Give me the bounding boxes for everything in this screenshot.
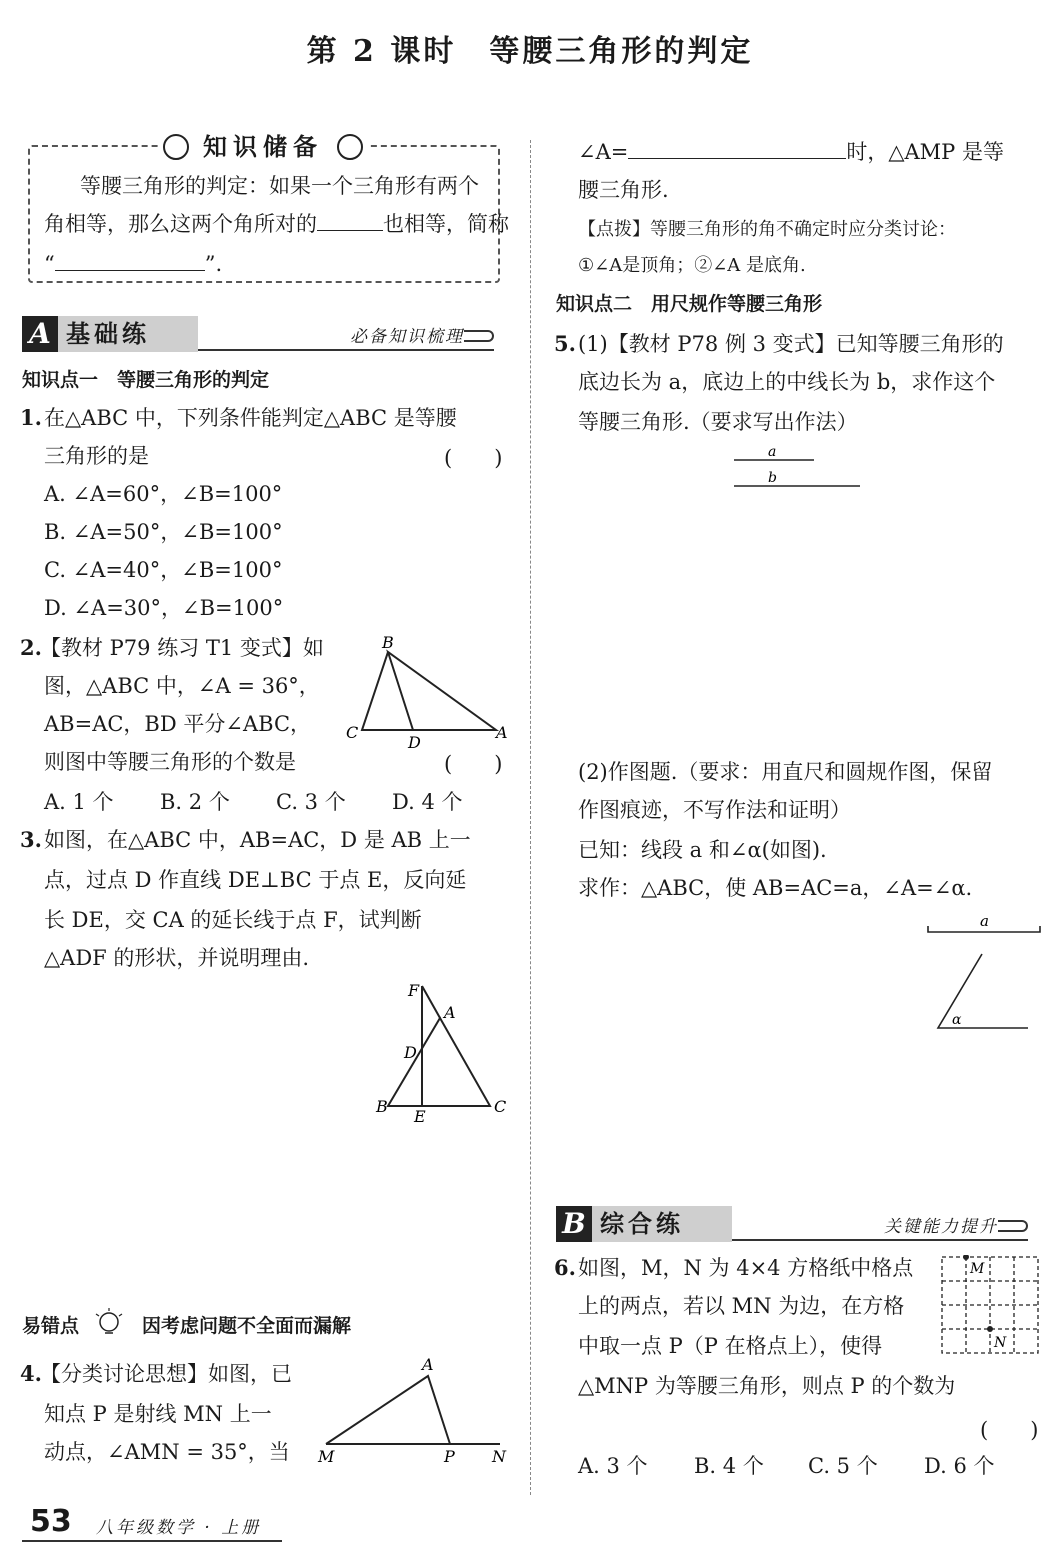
q1-option-c[interactable]: C. ∠A=40°，∠B=100° — [44, 558, 283, 582]
basketball-icon — [337, 134, 363, 160]
point-label-n: N — [492, 1447, 506, 1466]
section-badge: A — [22, 316, 58, 352]
q4-cont-line-1: ∠A= 时，△AMP 是等 — [578, 140, 1004, 164]
q6-answer-paren[interactable]: ( ) — [980, 1418, 1039, 1442]
segment-label-a: a — [768, 444, 777, 460]
section-tag: 关键能力提升 — [884, 1217, 998, 1237]
q2-answer-paren[interactable]: ( ) — [444, 752, 503, 776]
section-b-bar — [556, 1206, 1028, 1242]
q5-number: 5. — [554, 331, 576, 356]
q3-line-2: 点，过点 D 作直线 DE⊥BC 于点 E，反向延 — [44, 868, 467, 892]
angle-label-alpha: α — [952, 1012, 962, 1028]
q1-number: 1. — [20, 405, 42, 430]
q6-line-1: 如图，M，N 为 4×4 方格纸中格点 — [578, 1256, 914, 1280]
answer-blank[interactable] — [317, 211, 383, 231]
q1-option-b[interactable]: B. ∠A=50°，∠B=100° — [44, 520, 283, 544]
hook-icon — [464, 330, 494, 342]
point-label-e: E — [414, 1107, 426, 1126]
q1-line-2: 三角形的是 — [44, 444, 149, 468]
knowledge-point-1: 知识点一 等腰三角形的判定 — [22, 369, 270, 391]
q2-number: 2. — [20, 635, 42, 660]
q5-part2-line-4: 求作：△ABC，使 AB=AC=a，∠A=∠α. — [578, 876, 973, 900]
knowledge-line-2: 角相等，那么这两个角所对的 也相等，简称 — [44, 212, 509, 236]
q2-line-3: AB=AC，BD 平分∠ABC， — [44, 712, 312, 736]
q2-option-b[interactable]: B. 2 个 — [160, 790, 230, 814]
q2-triangle-figure — [340, 630, 520, 755]
q4-line-3: 动点，∠AMN = 35°，当 — [44, 1440, 290, 1464]
point-label-a: A — [496, 723, 508, 742]
q4-number: 4. — [20, 1361, 42, 1386]
section-title: 综合练 — [592, 1206, 732, 1242]
lightbulb-icon — [92, 1306, 126, 1342]
q6-line-4: △MNP 为等腰三角形，则点 P 的个数为 — [578, 1374, 956, 1398]
q4-line-2: 知点 P 是射线 MN 上一 — [44, 1402, 272, 1426]
q3-line-1: 如图，在△ABC 中，AB=AC，D 是 AB 上一 — [44, 828, 471, 852]
point-label-a: A — [444, 1003, 456, 1022]
point-label-b: B — [382, 633, 394, 652]
book-title: 八年级数学 · 上册 — [96, 1518, 262, 1538]
point-label-m: M — [970, 1261, 985, 1277]
q4-ray-figure — [312, 1352, 512, 1470]
q5-part2-line-1: (2)作图题.（要求：用直尺和圆规作图，保留 — [578, 760, 993, 784]
knowledge-point-2: 知识点二 用尺规作等腰三角形 — [556, 293, 823, 315]
section-rule — [732, 1239, 1028, 1241]
q6-option-c[interactable]: C. 5 个 — [808, 1454, 878, 1478]
q4-hint-line-2: ①∠A是顶角；②∠A 是底角. — [578, 255, 806, 276]
q2-option-d[interactable]: D. 4 个 — [392, 790, 463, 814]
point-label-n: N — [994, 1335, 1007, 1351]
q5-line-2: 底边长为 a，底边上的中线长为 b，求作这个 — [578, 370, 996, 394]
section-a-bar — [22, 316, 494, 352]
q4-cont-line-2: 腰三角形. — [578, 178, 669, 202]
point-label-c: C — [494, 1097, 507, 1116]
q6-option-d[interactable]: D. 6 个 — [924, 1454, 995, 1478]
error-text: 因考虑问题不全面而漏解 — [142, 1315, 352, 1337]
column-divider — [530, 140, 531, 1495]
q2-line-1: 【教材 P79 练习 T1 变式】如 — [40, 636, 324, 660]
footer-rule — [22, 1540, 282, 1542]
point-label-p: P — [444, 1447, 455, 1466]
knowledge-line-1: 等腰三角形的判定：如果一个三角形有两个 — [80, 174, 479, 198]
point-label-m: M — [318, 1447, 335, 1466]
section-badge: B — [556, 1206, 592, 1242]
q5-part2-line-2: 作图痕迹，不写作法和证明） — [578, 798, 851, 822]
answer-blank[interactable] — [628, 139, 846, 159]
q2-line-2: 图，△ABC 中，∠A = 36°， — [44, 674, 320, 698]
answer-blank[interactable] — [55, 251, 205, 271]
knowledge-title-text: 知识储备 — [203, 132, 323, 161]
q6-line-2: 上的两点，若以 MN 为边，在方格 — [578, 1294, 905, 1318]
knowledge-box-title — [158, 128, 368, 166]
knowledge-line-3: “ ”. — [44, 252, 223, 276]
point-label-b: B — [376, 1097, 388, 1116]
q2-option-a[interactable]: A. 1 个 — [44, 790, 114, 814]
q5-part2-line-3: 已知：线段 a 和∠α(如图). — [578, 838, 827, 862]
q1-option-d[interactable]: D. ∠A=30°，∠B=100° — [44, 596, 284, 620]
q1-line-1: 在△ABC 中，下列条件能判定△ABC 是等腰 — [44, 406, 457, 430]
q1-option-a[interactable]: A. ∠A=60°，∠B=100° — [44, 482, 283, 506]
q6-grid-figure — [940, 1255, 1040, 1355]
point-label-f: F — [408, 981, 420, 1000]
q3-line-4: △ADF 的形状，并说明理由. — [44, 946, 310, 970]
q3-number: 3. — [20, 827, 42, 852]
q5-segments-figure — [728, 442, 868, 492]
q2-line-4: 则图中等腰三角形的个数是 — [44, 750, 296, 774]
q4-line-1: 【分类讨论思想】如图，已 — [40, 1362, 292, 1386]
segment-label-b: b — [768, 470, 777, 486]
q5-given-figure — [920, 908, 1046, 1036]
q4-hint-line-1: 【点拨】等腰三角形的角不确定时应分类讨论： — [578, 219, 956, 240]
hook-icon — [998, 1220, 1028, 1232]
q6-option-a[interactable]: A. 3 个 — [578, 1454, 648, 1478]
error-label: 易错点 — [22, 1315, 80, 1337]
q2-option-c[interactable]: C. 3 个 — [276, 790, 346, 814]
point-label-c: C — [346, 723, 359, 742]
point-label-d: D — [408, 733, 421, 752]
page-number: 53 — [30, 1504, 72, 1539]
point-label-d: D — [404, 1043, 417, 1062]
q3-triangle-figure — [372, 978, 512, 1128]
basketball-icon — [163, 134, 189, 160]
section-tag: 必备知识梳理 — [350, 327, 464, 347]
q6-number: 6. — [554, 1255, 576, 1280]
q6-line-3: 中取一点 P（P 在格点上），使得 — [578, 1334, 883, 1358]
q5-line-1: (1)【教材 P78 例 3 变式】已知等腰三角形的 — [578, 332, 1004, 356]
section-rule — [198, 349, 494, 351]
q3-line-3: 长 DE，交 CA 的延长线于点 F，试判断 — [44, 908, 422, 932]
q1-answer-paren[interactable]: ( ) — [444, 446, 503, 470]
page-title: 第 2 课时 等腰三角形的判定 — [306, 34, 754, 69]
q5-line-3: 等腰三角形.（要求写出作法） — [578, 410, 858, 434]
segment-label-a: a — [980, 912, 989, 930]
q6-option-b[interactable]: B. 4 个 — [694, 1454, 764, 1478]
section-title: 基础练 — [58, 316, 198, 352]
point-label-a: A — [422, 1355, 434, 1374]
